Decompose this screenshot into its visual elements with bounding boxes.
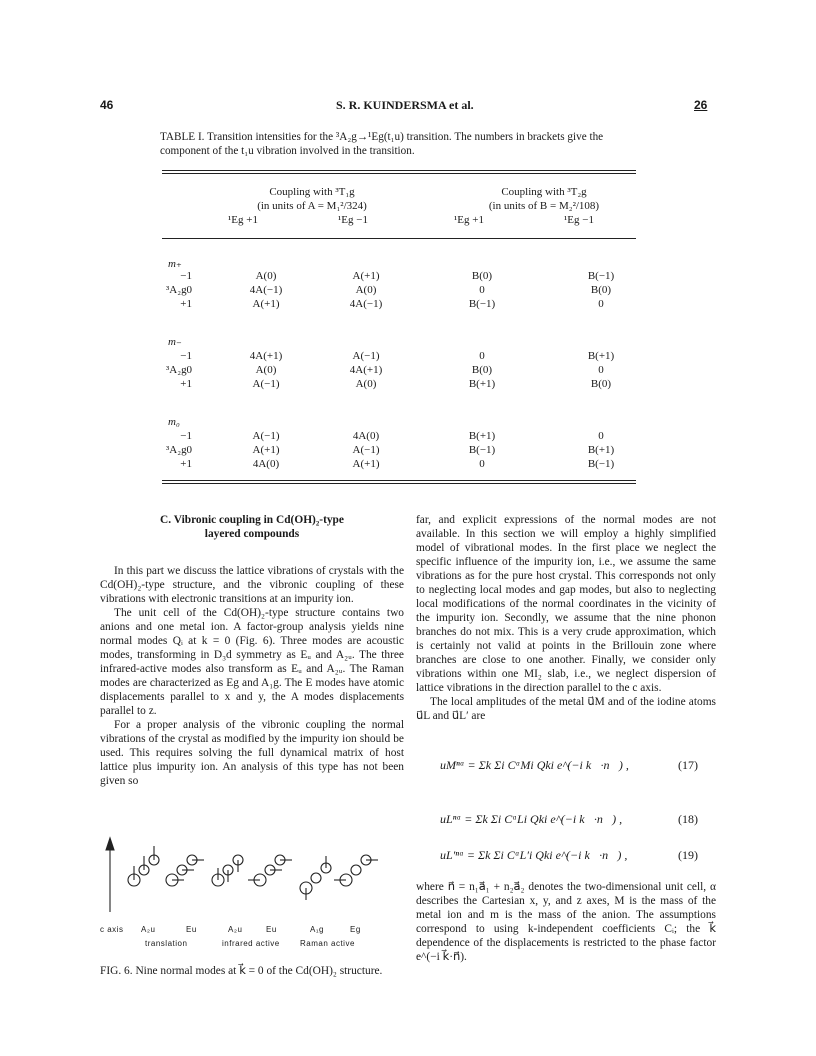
mode-label: A₂u — [228, 925, 243, 934]
table-cell: A(+1) — [352, 270, 380, 282]
group-label-raman: Raman active — [300, 939, 355, 948]
paragraph: The local amplitudes of the metal u⃗M and of the iodine atoms u⃗L and u⃗L′ are — [416, 696, 716, 722]
table-cell: B(−1) — [468, 298, 496, 310]
table-cell: A(−1) — [252, 430, 280, 442]
c-axis-label: c axis — [100, 925, 124, 934]
table-cell: B(+1) — [468, 430, 496, 442]
table-cell: 0 — [479, 350, 485, 362]
table-cell: 0 — [598, 364, 604, 376]
c-axis-arrowhead — [106, 838, 114, 850]
mode-label: Eu — [266, 925, 277, 934]
table-cell: 4A(0) — [252, 458, 280, 470]
paragraph: For a proper analysis of the vibronic coupling the normal vibrations of the crystal as modified by the impurity ion should be used. This requires solving the full dynamical matrix of host lattice plus impurity ion. An analysis of this type has not been given so — [100, 719, 404, 787]
mode-label: Eg — [350, 925, 361, 934]
table-cell: 0 — [598, 298, 604, 310]
group1-title: Coupling with ³T₁g — [269, 186, 355, 198]
page-number: 46 — [100, 98, 114, 112]
group1-col-b: ¹Eg −1 — [338, 214, 368, 226]
equation-18-number: (18) — [678, 812, 698, 826]
mode-label: A₂u — [141, 925, 156, 934]
block-state: ³A₂g — [166, 284, 187, 296]
equation-17-number: (17) — [678, 758, 698, 772]
table-top-rule-2 — [162, 173, 636, 174]
table-cell: A(+1) — [252, 298, 280, 310]
block-state: ³A₂g — [166, 364, 187, 376]
running-head-authors: S. R. KUINDERSMA et al. — [336, 98, 474, 112]
paragraph: In this part we discuss the lattice vibrations of crystals with the Cd(OH)₂-type structure, and the vibronic coupling of these vibrations with electronic transitions at an impurity ion. — [100, 565, 404, 605]
table-cell: 0 — [479, 284, 485, 296]
volume-number: 26 — [694, 98, 708, 112]
group1-col-a: ¹Eg +1 — [228, 214, 258, 226]
table-header-rule — [162, 238, 636, 239]
group-label-translation: translation — [145, 939, 188, 948]
table-cell: B(+1) — [587, 444, 615, 456]
m-value: +1 — [180, 458, 192, 470]
table-cell: B(0) — [471, 364, 493, 376]
group2-col-a: ¹Eg +1 — [454, 214, 484, 226]
m-value: +1 — [180, 298, 192, 310]
table-cell: 4A(0) — [352, 430, 380, 442]
figure-caption: FIG. 6. Nine normal modes at k⃗ = 0 of the Cd(OH)₂ structure. — [100, 965, 383, 977]
equation-19: uL′ⁿᵅ = Σk Σi CᵅL′i Qki e^(−i k⃗·n⃗) , — [440, 848, 628, 862]
table-bottom-rule-2 — [162, 483, 636, 484]
table-cell: 4A(+1) — [349, 364, 383, 376]
table-cell: B(−1) — [587, 270, 615, 282]
equation-17: uMⁿᵅ = Σk Σi CᵅMi Qki e^(−i k⃗·n⃗) , — [440, 758, 629, 772]
table-cell: B(0) — [471, 270, 493, 282]
table-cell: A(+1) — [252, 444, 280, 456]
table-cell: A(−1) — [352, 444, 380, 456]
table-cell: B(+1) — [468, 378, 496, 390]
table-cell: B(−1) — [468, 444, 496, 456]
table-cell: B(+1) — [587, 350, 615, 362]
right-column — [416, 513, 716, 723]
m-value: 0 — [186, 284, 192, 296]
table-cell: 4A(−1) — [349, 298, 383, 310]
table-cell: B(0) — [590, 284, 612, 296]
mode-label: A₁g — [310, 925, 324, 934]
block-label: m₋ — [168, 336, 182, 348]
equation-18: uLⁿᵅ = Σk Σi CᵅLi Qki e^(−i k⃗·n⃗) , — [440, 812, 623, 826]
table-cell: A(−1) — [252, 378, 280, 390]
mode-label: Eu — [186, 925, 197, 934]
section-heading-line1: C. Vibronic coupling in Cd(OH)₂-type — [160, 514, 344, 526]
block-label: m₊ — [168, 258, 182, 270]
normal-modes-diagram — [100, 836, 400, 918]
block-label: m₀ — [168, 416, 180, 428]
table-cell: A(0) — [255, 270, 277, 282]
m-value: −1 — [180, 430, 192, 442]
right-column-continued — [416, 880, 716, 964]
table-cell: 4A(+1) — [249, 350, 283, 362]
m-value: 0 — [186, 364, 192, 376]
equation-19-number: (19) — [678, 848, 698, 862]
table-cell: 0 — [479, 458, 485, 470]
left-column — [100, 564, 404, 788]
paragraph: The unit cell of the Cd(OH)₂-type structure contains two anions and one metal ion. A factor-group analysis yields nine normal modes Qᵢ at k = 0 (Fig. 6). Three modes are acoustic modes, transforming in D₃d symmetry as Eᵤ and A₂ᵤ. The three infrared-active modes also transform as Eᵤ and A₂ᵤ. The Raman modes are characterized as Eg and A₁g. The E modes have atomic displacements parallel to x and y, the A modes displacements parallel to z. — [100, 607, 404, 717]
table-top-rule — [162, 170, 636, 171]
group2-units: (in units of B = M₂²/108) — [488, 200, 600, 212]
group2-title: Coupling with ³T₂g — [501, 186, 587, 198]
table-cell: A(0) — [255, 364, 277, 376]
table-cell: A(−1) — [352, 350, 380, 362]
table-cell: A(+1) — [352, 458, 380, 470]
paragraph: far, and explicit expressions of the normal modes are not available. In this section we will employ a highly simplified model of vibrational modes. In the first place we neglect the specific influence of the impurity ion, i.e., we assume the same vibrations as for the pure host crystal. This corresponds not only to neglecting local modes and gap modes, but also to neglecting local modifications of the normal coordinates in the vicinity of the impurity ion. Secondly, we assume that the nine phonon branches do not mix. This is a very crude approximation, which is certainly not valid at points in the Brillouin zone where branches are close to one another. Finally, we consider only vibrations within one MI₂ slab, i.e., we neglect dispersion of lattice vibrations in the direction parallel to the c axis. — [416, 514, 716, 694]
table-cell: A(0) — [355, 284, 377, 296]
m-value: −1 — [180, 350, 192, 362]
block-state: ³A₂g — [166, 444, 187, 456]
m-value: +1 — [180, 378, 192, 390]
group-label-infrared: infrared active — [222, 939, 280, 948]
table-cell: 4A(−1) — [249, 284, 283, 296]
table-cell: 0 — [598, 430, 604, 442]
paragraph: where n⃗ = n₁a⃗₁ + n₂a⃗₂ denotes the two-dimensional unit cell, α describes the Cartesian x, y, and z axes, M is the mass of the metal ion and m is the mass of the anion. The assumptions correspond to using k-independent coefficients Cᵢ; the k⃗ dependence of the displacements is restricted to the phase factor e^(−i k⃗·n⃗). — [416, 881, 716, 963]
table-cell: B(0) — [590, 378, 612, 390]
m-value: −1 — [180, 270, 192, 282]
table-cell: B(−1) — [587, 458, 615, 470]
group1-units: (in units of A = M₁²/324) — [257, 200, 367, 212]
table-bottom-rule — [162, 480, 636, 481]
table-cell: A(0) — [355, 378, 377, 390]
group2-col-b: ¹Eg −1 — [564, 214, 594, 226]
table-caption: TABLE I. Transition intensities for the ³A₂g→¹Eg(t₁u) transition. The numbers in brackets give the component of the t₁u vibration involved in the transition. — [160, 131, 604, 157]
section-heading — [100, 513, 404, 541]
m-value: 0 — [186, 444, 192, 456]
section-heading-line2: layered compounds — [204, 528, 300, 540]
